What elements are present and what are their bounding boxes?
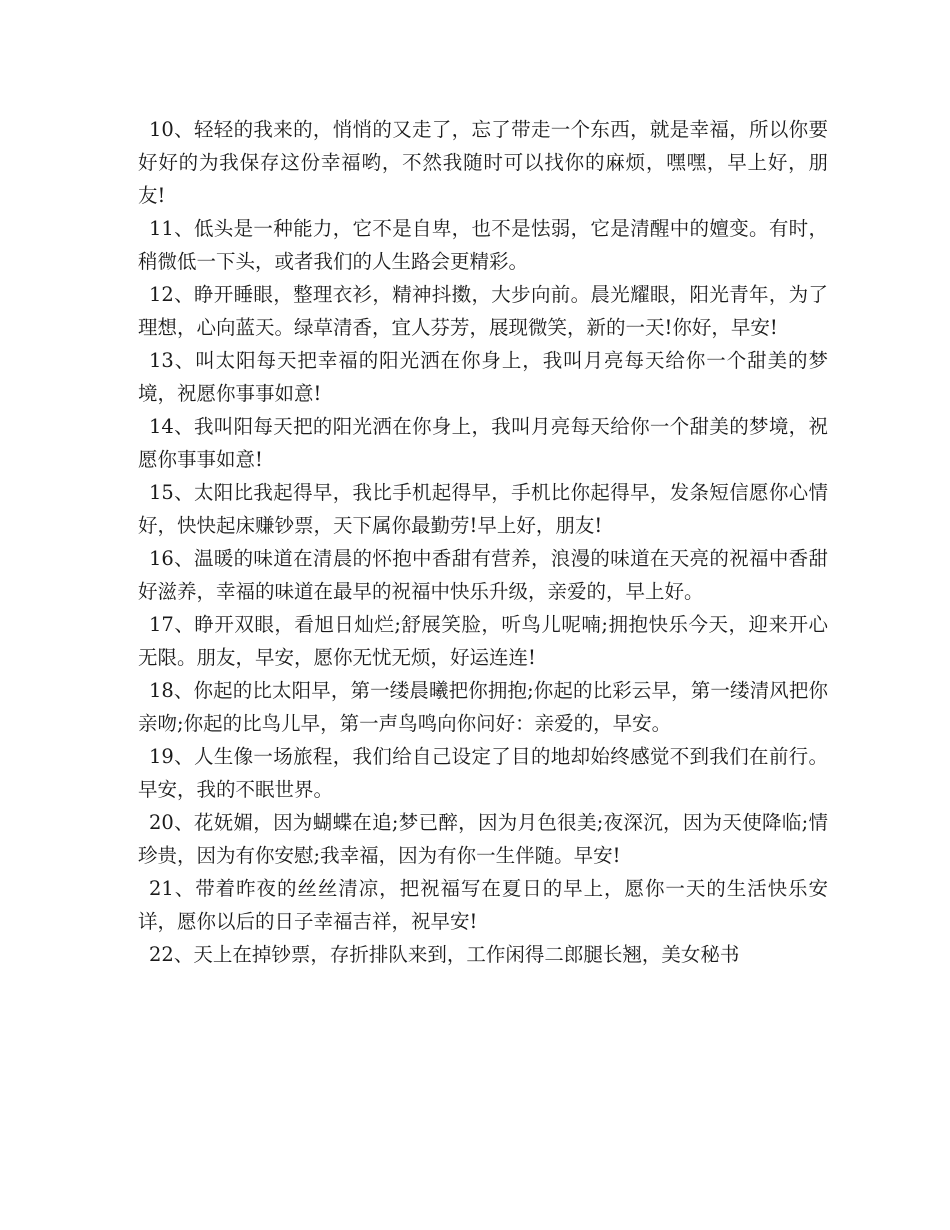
paragraph-21: 21、带着昨夜的丝丝清凉，把祝福写在夏日的早上，愿你一天的生活快乐安详，愿你以后的日子幸福吉祥，祝早安! — [138, 877, 828, 933]
paragraph-11: 11、低头是一种能力，它不是自卑，也不是怯弱，它是清醒中的嬗变。有时，稍微低一下头，或者我们的人生路会更精彩。 — [138, 217, 828, 273]
document-body — [138, 113, 828, 971]
paragraph-15: 15、太阳比我起得早，我比手机起得早，手机比你起得早，发条短信愿你心情好，快快起床赚钞票，天下属你最勤劳!早上好，朋友! — [138, 481, 828, 537]
paragraph-17: 17、睁开双眼，看旭日灿烂;舒展笑脸，听鸟儿呢喃;拥抱快乐今天，迎来开心无限。朋友，早安，愿你无忧无烦，好运连连! — [138, 613, 828, 669]
paragraph-19: 19、人生像一场旅程，我们给自己设定了目的地却始终感觉不到我们在前行。早安，我的不眠世界。 — [138, 745, 828, 801]
paragraph-20: 20、花妩媚，因为蝴蝶在追;梦已醉，因为月色很美;夜深沉，因为天使降临;情珍贵，因为有你安慰;我幸福，因为有你一生伴随。早安! — [138, 811, 828, 867]
paragraph-10: 10、轻轻的我来的，悄悄的又走了，忘了带走一个东西，就是幸福，所以你要好好的为我保存这份幸福哟，不然我随时可以找你的麻烦，嘿嘿，早上好，朋友! — [138, 118, 828, 207]
paragraph-18: 18、你起的比太阳早，第一缕晨曦把你拥抱;你起的比彩云早，第一缕清风把你亲吻;你起的比鸟儿早，第一声鸟鸣向你问好：亲爱的，早安。 — [138, 679, 828, 735]
paragraph-12: 12、睁开睡眼，整理衣衫，精神抖擞，大步向前。晨光耀眼，阳光青年，为了理想，心向蓝天。绿草清香，宜人芬芳，展现微笑，新的一天!你好，早安! — [138, 283, 828, 339]
paragraph-22: 22、天上在掉钞票，存折排队来到，工作闲得二郎腿长翘，美女秘书 — [149, 943, 740, 966]
paragraph-16: 16、温暖的味道在清晨的怀抱中香甜有营养，浪漫的味道在天亮的祝福中香甜好滋养，幸福的味道在最早的祝福中快乐升级，亲爱的，早上好。 — [138, 547, 828, 603]
paragraph-14: 14、我叫阳每天把的阳光洒在你身上，我叫月亮每天给你一个甜美的梦境，祝愿你事事如意! — [138, 415, 828, 471]
paragraph-13: 13、叫太阳每天把幸福的阳光洒在你身上，我叫月亮每天给你一个甜美的梦境，祝愿你事事如意! — [138, 349, 828, 405]
